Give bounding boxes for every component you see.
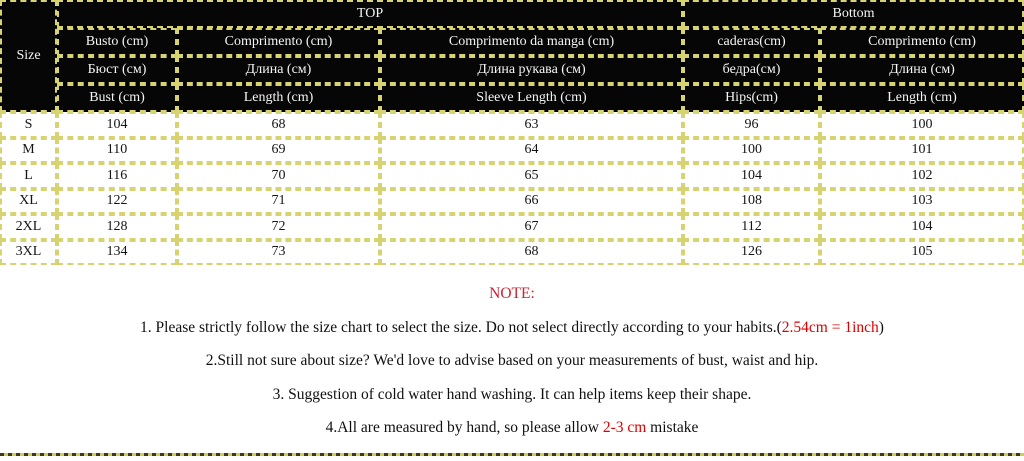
- group-header-top: TOP: [57, 0, 683, 28]
- table-cell: 70: [177, 163, 380, 189]
- table-cell: 100: [683, 138, 820, 164]
- column-header: Comprimento (cm): [177, 28, 380, 56]
- column-header-row-ru: [0, 56, 1024, 84]
- note-highlight: 2.54cm = 1inch: [781, 318, 879, 336]
- column-header: Длина (см): [177, 56, 380, 84]
- column-header: Length (cm): [177, 84, 380, 112]
- table-cell: 71: [177, 189, 380, 215]
- table-row: [0, 163, 1024, 189]
- group-header-row: [0, 0, 1024, 28]
- column-header: Comprimento da manga (cm): [380, 28, 683, 56]
- table-cell: 128: [57, 214, 177, 240]
- table-cell: 63: [380, 112, 683, 138]
- bottom-divider: [0, 453, 1024, 456]
- table-cell: 104: [683, 163, 820, 189]
- size-label: 3XL: [0, 240, 57, 266]
- table-row: [0, 214, 1024, 240]
- table-cell: 69: [177, 138, 380, 164]
- table-row: [0, 240, 1024, 266]
- table-cell: 116: [57, 163, 177, 189]
- note-text: 4.All are measured by hand, so please allow: [325, 419, 603, 436]
- group-header-bottom: Bottom: [683, 0, 1024, 28]
- table-cell: 102: [820, 163, 1024, 189]
- column-header: Busto (cm): [57, 28, 177, 56]
- table-row: [0, 112, 1024, 138]
- column-header: бедра(см): [683, 56, 820, 84]
- table-cell: 66: [380, 189, 683, 215]
- table-cell: 112: [683, 214, 820, 240]
- table-cell: 72: [177, 214, 380, 240]
- note-line: [0, 378, 1024, 412]
- size-column-header: Size: [0, 0, 57, 112]
- size-label: S: [0, 112, 57, 138]
- note-text: 2.Still not sure about size? We'd love to advise based on your measurements of bust, waist and hip.: [205, 352, 819, 369]
- column-header: caderas(cm): [683, 28, 820, 56]
- note-text: 3. Suggestion of cold water hand washing. It can help items keep their shape.: [272, 385, 752, 403]
- column-header: Hips(cm): [683, 84, 820, 112]
- notes-section: [0, 277, 1024, 445]
- size-label: 2XL: [0, 214, 57, 240]
- column-header: Длина рукава (см): [380, 56, 683, 84]
- column-header: Sleeve Length (cm): [380, 84, 683, 112]
- column-header-row-en: [0, 84, 1024, 112]
- table-cell: 67: [380, 214, 683, 240]
- note-line: [0, 344, 1024, 378]
- notes-title: NOTE:: [489, 285, 535, 302]
- note-text: mistake: [646, 419, 699, 436]
- note-text: 1. Please strictly follow the size chart to select the size. Do not select directly according to your habits.(: [140, 318, 782, 336]
- column-header: Бюст (см): [57, 56, 177, 84]
- table-cell: 103: [820, 189, 1024, 215]
- table-cell: 96: [683, 112, 820, 138]
- size-label: XL: [0, 189, 57, 215]
- table-cell: 64: [380, 138, 683, 164]
- table-cell: 126: [683, 240, 820, 266]
- table-row: [0, 138, 1024, 164]
- table-cell: 105: [820, 240, 1024, 266]
- table-cell: 68: [380, 240, 683, 266]
- column-header-row-pt: [0, 28, 1024, 56]
- table-cell: 110: [57, 138, 177, 164]
- column-header: Length (cm): [820, 84, 1024, 112]
- table-cell: 104: [820, 214, 1024, 240]
- note-line: [0, 311, 1024, 345]
- size-label: M: [0, 138, 57, 164]
- note-line: [0, 411, 1024, 445]
- table-cell: 122: [57, 189, 177, 215]
- column-header: Comprimento (cm): [820, 28, 1024, 56]
- table-cell: 104: [57, 112, 177, 138]
- table-cell: 108: [683, 189, 820, 215]
- table-row: [0, 189, 1024, 215]
- table-cell: 65: [380, 163, 683, 189]
- table-cell: 134: [57, 240, 177, 266]
- table-cell: 68: [177, 112, 380, 138]
- column-header: Bust (cm): [57, 84, 177, 112]
- table-cell: 100: [820, 112, 1024, 138]
- size-label: L: [0, 163, 57, 189]
- table-cell: 73: [177, 240, 380, 266]
- column-header: Длина (см): [820, 56, 1024, 84]
- note-text: ): [878, 318, 884, 336]
- table-cell: 101: [820, 138, 1024, 164]
- note-highlight: 2-3 cm: [602, 419, 647, 436]
